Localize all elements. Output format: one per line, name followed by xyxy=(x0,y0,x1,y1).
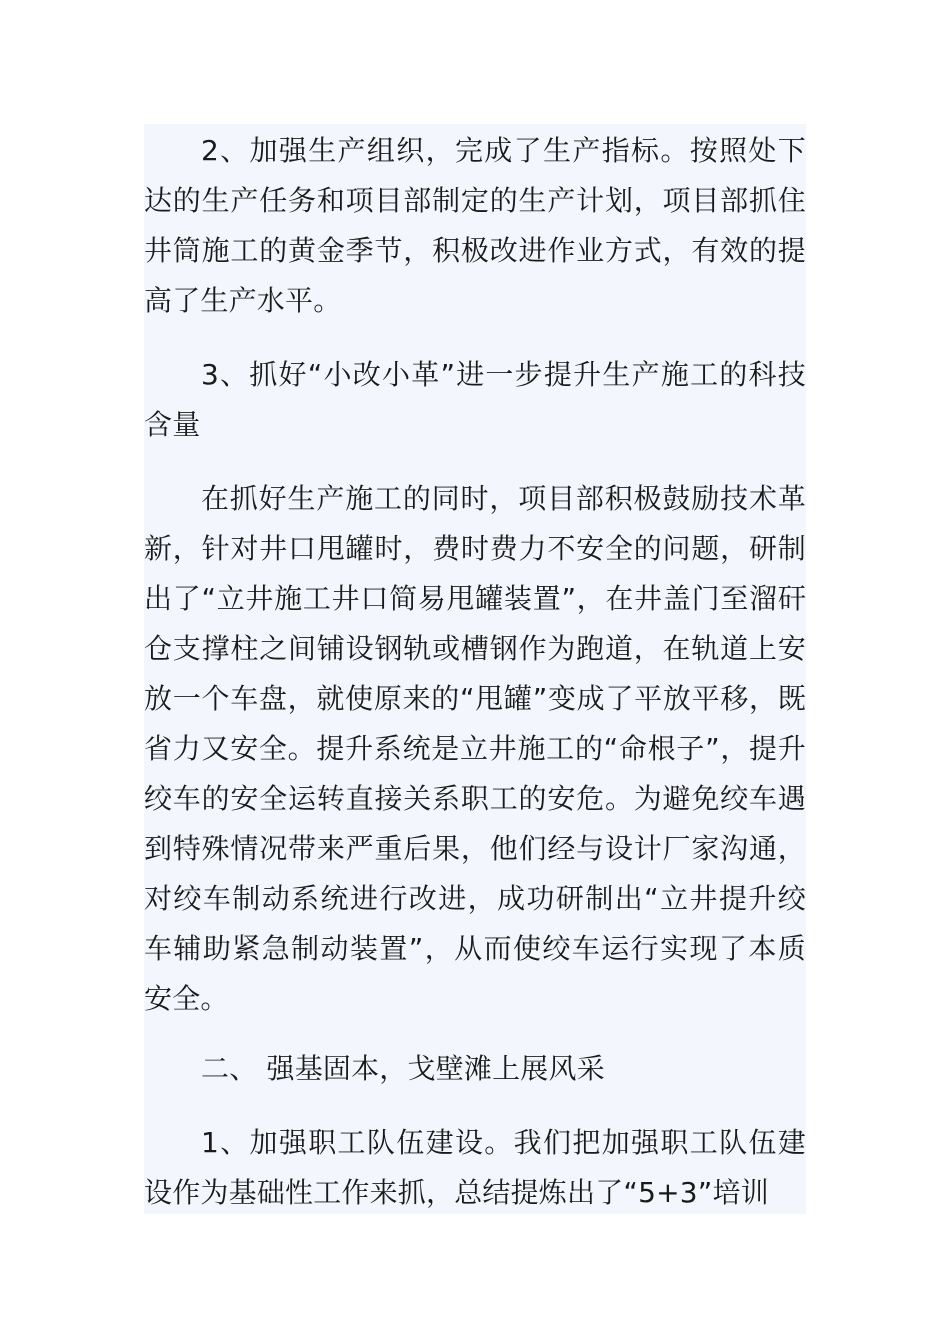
paragraph-production-organization: 2、加强生产组织，完成了生产指标。按照处下达的生产任务和项目部制定的生产计划，项目部抓住井筒施工的黄金季节，积极改进作业方式，有效的提高了生产水平。 xyxy=(144,134,806,317)
paragraph-small-reform-heading: 3、抓好“小改小革”进一步提升生产施工的科技含量 xyxy=(144,358,806,441)
section-heading-two: 二、 强基固本，戈壁滩上展风采 xyxy=(201,1052,605,1085)
paragraph-workforce-building: 1、加强职工队伍建设。我们把加强职工队伍建设作为基础性工作来抓，总结提炼出了“5+3”培训 xyxy=(144,1126,806,1209)
document-text-block xyxy=(144,124,806,1214)
paragraph-technical-innovation: 在抓好生产施工的同时，项目部积极鼓励技术革新，针对井口甩罐时，费时费力不安全的问题，研制出了“立井施工井口简易甩罐装置”，在井盖门至溜矸仓支撑柱之间铺设钢轨或槽钢作为跑道，在轨道上安放一个车盘，就使原来的“甩罐”变成了平放平移，既省力又安全。提升系统是立井施工的“命根子”，提升绞车的安全运转直接关系职工的安危。为避免绞车遇到特殊情况带来严重后果，他们经与设计厂家沟通，对绞车制动系统进行改进，成功研制出“立井提升绞车辅助紧急制动装置”，从而使绞车运行实现了本质安全。 xyxy=(144,482,806,1015)
